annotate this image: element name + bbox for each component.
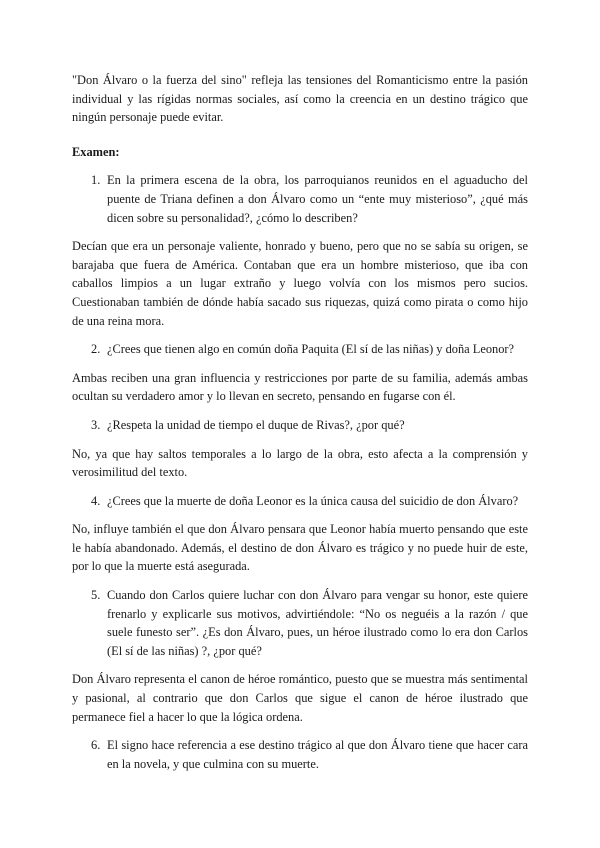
- question-item: [91, 586, 528, 660]
- question-text: El signo hace referencia a ese destino trágico al que don Álvaro tiene que hacer cara en la novela, y que culmina con su muerte.: [107, 738, 528, 771]
- answer-paragraph: Don Álvaro representa el canon de héroe romántico, puesto que se muestra más sentimental y pasional, al contrario que don Carlos que sigue el canon de héroe ilustrado que permanece fiel a hacer lo que la lógica ordena.: [72, 672, 528, 724]
- question-item: [91, 171, 528, 227]
- question-text: Cuando don Carlos quiere luchar con don Álvaro para vengar su honor, este quiere frenarlo y explicarle sus motivos, advirtiéndole: “No os neguéis a la razón / que suele funesto ser”. ¿Es don Álvaro, pues, un héroe ilustrado como lo era don Carlos (El sí de las niñas) ?, ¿por qué?: [107, 588, 528, 658]
- document-page: [72, 71, 528, 783]
- question-number: 6.: [91, 738, 101, 753]
- question-text: ¿Crees que tienen algo en común doña Paquita (El sí de las niñas) y doña Leonor?: [107, 342, 515, 357]
- question-item: [91, 416, 528, 435]
- answer-paragraph: Ambas reciben una gran influencia y restricciones por parte de su familia, además ambas ocultan su verdadero amor y lo llevan en secreto, pensando en fugarse con él.: [72, 370, 528, 404]
- question-number: 3.: [91, 417, 101, 432]
- question-number: 2.: [91, 342, 101, 357]
- question-item: [91, 736, 528, 773]
- answer-paragraph: No, influye también el que don Álvaro pensara que Leonor había muerto pensando que este le había abandonado. Además, el destino de don Álvaro es trágico y no puede huir de este, por lo que la muerte está asegurada.: [72, 522, 528, 574]
- question-text: ¿Respeta la unidad de tiempo el duque de Rivas?, ¿por qué?: [107, 417, 405, 432]
- exam-heading: Examen:: [72, 144, 120, 159]
- question-item: [91, 340, 528, 359]
- answer-paragraph: Decían que era un personaje valiente, honrado y bueno, pero que no se sabía su origen, se barajaba que fuera de América. Contaban que era un hombre misterioso, que iba con caballos limpios a un lugar extraño y luego volvía con los mismos pero sucios. Cuestionaban también de dónde había sacado sus riquezas, quizá como pirata o como hijo de una reina mora.: [72, 239, 528, 328]
- question-number: 4.: [91, 493, 101, 508]
- question-item: [91, 492, 528, 511]
- answer-paragraph: No, ya que hay saltos temporales a lo largo de la obra, esto afecta a la comprensión y verosimilitud del texto.: [72, 446, 528, 480]
- question-text: En la primera escena de la obra, los parroquianos reunidos en el aguaducho del puente de Triana definen a don Álvaro como un “ente muy misterioso”, ¿qué más dicen sobre su personalidad?, ¿cómo lo describen?: [107, 173, 528, 225]
- question-number: 1.: [91, 173, 101, 188]
- intro-paragraph: "Don Álvaro o la fuerza del sino" refleja las tensiones del Romanticismo entre la pasión individual y las rígidas normas sociales, así como la creencia en un destino trágico que ningún personaje puede evitar.: [72, 73, 528, 125]
- question-text: ¿Crees que la muerte de doña Leonor es la única causa del suicidio de don Álvaro?: [107, 493, 519, 508]
- question-number: 5.: [91, 588, 101, 603]
